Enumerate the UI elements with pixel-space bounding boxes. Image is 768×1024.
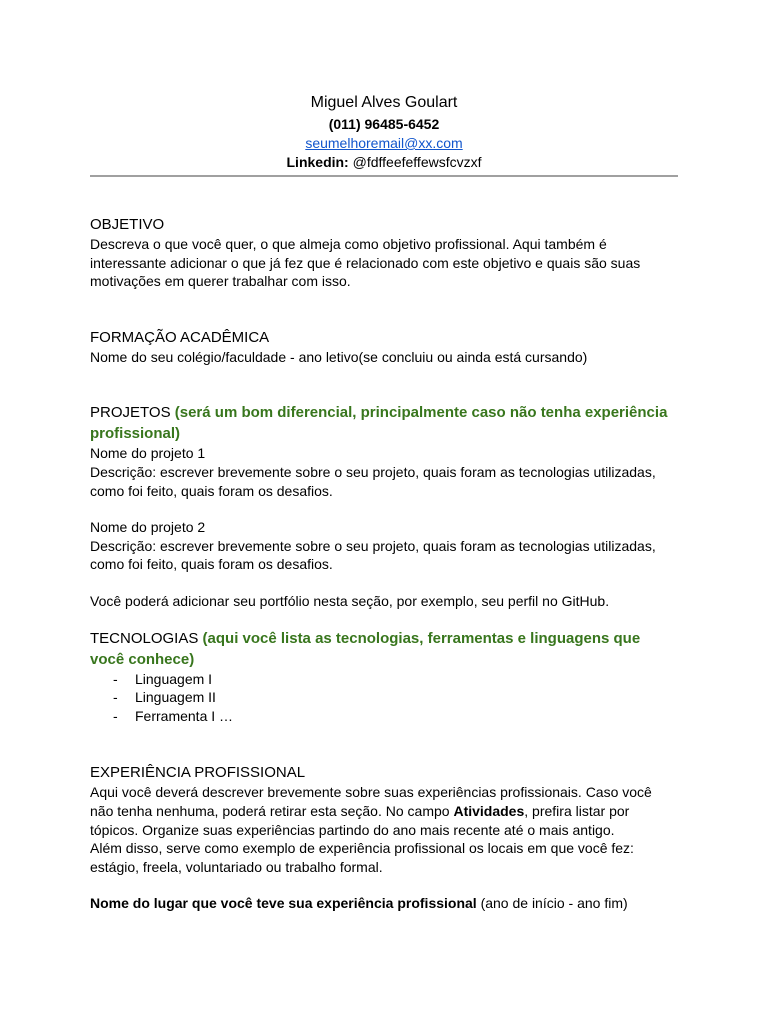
list-item-text: Linguagem II xyxy=(135,689,216,706)
bullet-dash: - xyxy=(113,670,118,687)
resume-page xyxy=(90,0,678,913)
project-1-name: Nome do projeto 1 xyxy=(90,445,206,462)
list-item xyxy=(90,688,678,707)
formacao-text: Nome do seu colégio/faculdade - ano letivo(se concluiu ou ainda está cursando) xyxy=(90,348,588,365)
tecnologias-note: (aqui você lista as tecnologias, ferramentas e linguagens que você conhece) xyxy=(90,629,641,668)
linkedin-handle: @fdffeefeffewsfcvzxf xyxy=(348,154,482,170)
experiencia-text-line2: Além disso, serve como exemplo de experiência profissional os locais em que você fez: estágio, freela, voluntariado ou trabalho formal. xyxy=(90,840,634,875)
portfolio-note: Você poderá adicionar seu portfólio nesta seção, por exemplo, seu perfil no GitHub. xyxy=(90,592,610,609)
section-title-formacao: FORMAÇÃO ACADÊMICA xyxy=(90,328,270,346)
list-item xyxy=(90,707,678,726)
experience-place-name: Nome do lugar que você teve sua experiência profissional xyxy=(90,895,477,912)
technology-list xyxy=(90,670,678,726)
project-1-description: Descrição: escrever brevemente sobre o seu projeto, quais foram as tecnologias utilizadas, como foi feito, quais foram os desafios. xyxy=(90,463,656,499)
section-title-projetos xyxy=(90,402,678,444)
phone-number: (011) 96485-6452 xyxy=(328,116,440,132)
tecnologias-title: TECNOLOGIAS xyxy=(90,629,199,647)
section-title-objetivo: OBJETIVO xyxy=(90,216,165,233)
list-item xyxy=(90,670,678,689)
bullet-dash: - xyxy=(113,707,118,724)
project-2-description: Descrição: escrever brevemente sobre o seu projeto, quais foram as tecnologias utilizadas, como foi feito, quais foram os desafios. xyxy=(90,537,656,573)
objetivo-text: Descreva o que você quer, o que almeja como objetivo profissional. Aqui também é interessante adicionar o que já fez que é relacionado com este objetivo e quais são suas motivações em querer trabalhar com isso. xyxy=(90,236,641,290)
experiencia-text xyxy=(90,783,678,839)
experience-place xyxy=(90,894,678,913)
list-item-text: Linguagem I xyxy=(135,670,213,687)
experiencia-atividades: Atividades xyxy=(453,802,525,819)
list-item-text: Ferramenta I … xyxy=(135,707,234,724)
email-link[interactable]: seumelhoremail@xx.com xyxy=(305,135,463,151)
project-2-name: Nome do projeto 2 xyxy=(90,519,206,536)
resume-header xyxy=(90,0,678,172)
section-title-tecnologias xyxy=(90,628,678,670)
candidate-name: Miguel Alves Goulart xyxy=(310,94,458,111)
projetos-title: PROJETOS xyxy=(90,404,171,422)
experiencia-text-part2: , prefira listar por tópicos. Organize suas experiências partindo do ano mais recente até o mais antigo. xyxy=(90,802,630,838)
bullet-dash: - xyxy=(113,689,118,706)
linkedin-label: Linkedin: xyxy=(286,154,349,170)
section-title-experiencia: EXPERIÊNCIA PROFISSIONAL xyxy=(90,764,306,782)
projetos-note: (será um bom diferencial, principalmente caso não tenha experiência profissional) xyxy=(90,404,668,443)
experiencia-text-part1: Aqui você deverá descrever brevemente sobre suas experiências profissionais. Caso você não tenha nenhuma, poderá retirar esta seção. No campo xyxy=(90,784,652,819)
linkedin-line xyxy=(90,153,678,172)
experience-place-years: (ano de início - ano fim) xyxy=(476,895,628,912)
